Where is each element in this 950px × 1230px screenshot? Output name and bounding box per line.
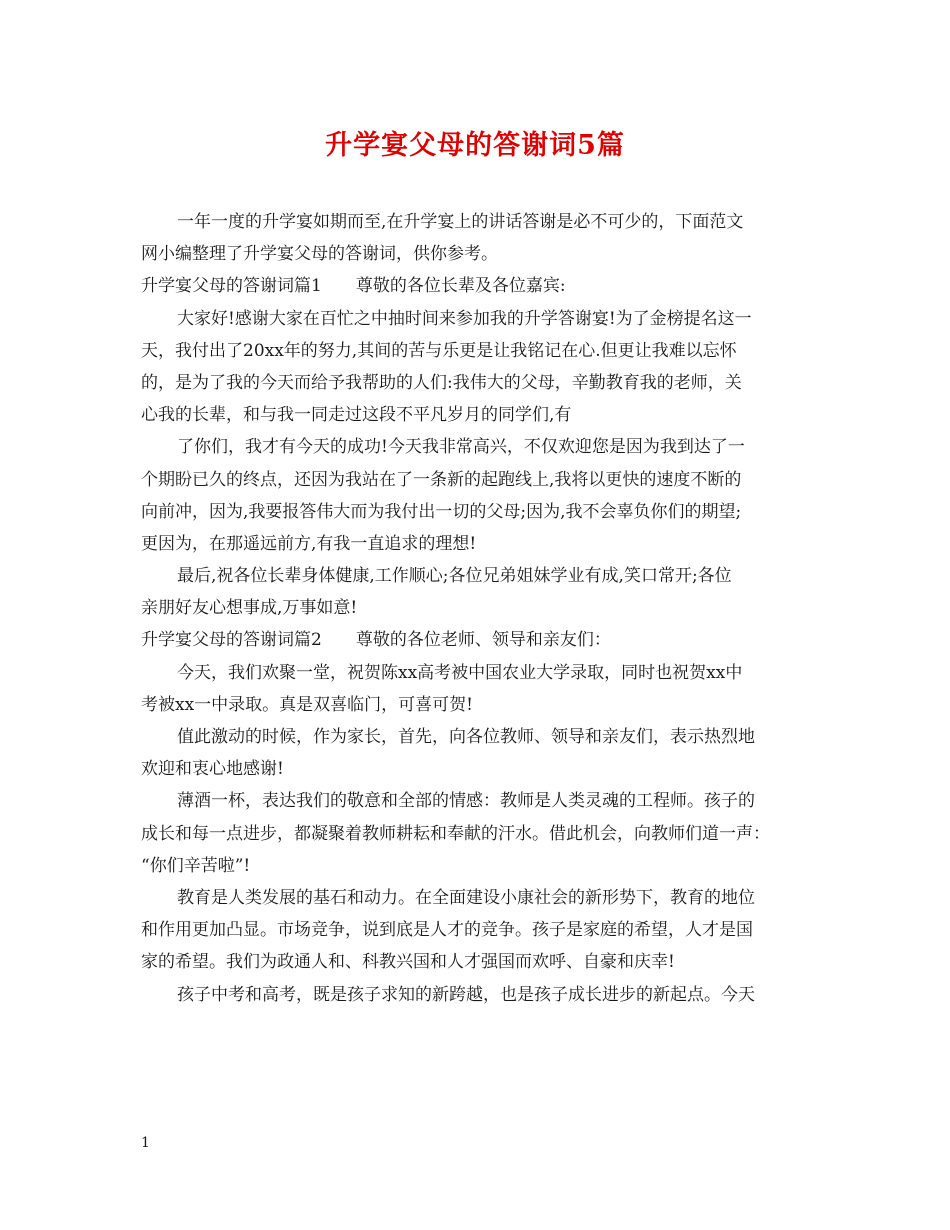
document-body [141, 206, 813, 1011]
text-line: 最后,祝各位长辈身体健康,工作顺心;各位兄弟姐妹学业有成,笑口常开;各位 [177, 566, 732, 587]
text-line: “你们辛苦啦”! [141, 855, 251, 876]
text-line: 天，我付出了20xx年的努力,其间的苦与乐更是让我铭记在心.但更让我难以忘怀 [141, 340, 737, 361]
text-line: 大家好!感谢大家在百忙之中抽时间来参加我的升学答谢宴!为了金榜提名这一 [177, 308, 752, 329]
page-title: 升学宴父母的答谢词5篇 [325, 130, 625, 161]
text-line: 教育是人类发展的基石和动力。在全面建设小康社会的新形势下，教育的地位 [177, 887, 755, 908]
text-line: 孩子中考和高考，既是孩子求知的新跨越，也是孩子成长进步的新起点。今天 [177, 984, 755, 1005]
text-line: 个期盼已久的终点，还因为我站在了一条新的起跑线上,我将以更快的速度不断的 [141, 469, 742, 490]
text-line: 欢迎和衷心地感谢! [141, 759, 284, 780]
text-line: 亲朋好友心想事成,万事如意! [141, 598, 358, 619]
text-line: 家的希望。我们为政通人和、科教兴国和人才强国而欢呼、自豪和庆幸! [141, 952, 675, 973]
text-line: 今天，我们欢聚一堂，祝贺陈xx高考被中国农业大学录取，同时也祝贺xx中 [177, 662, 743, 683]
text-line: 升学宴父母的答谢词篇2 尊敬的各位老师、领导和亲友们： [141, 630, 611, 651]
text-line: 升学宴父母的答谢词篇1 尊敬的各位长辈及各位嘉宾: [141, 276, 566, 297]
text-line: 更因为，在那遥远前方,有我一直追求的理想! [141, 533, 477, 554]
text-line: 网小编整理了升学宴父母的答谢词，供你参考。 [141, 244, 498, 265]
page-number: 1 [141, 1135, 150, 1151]
text-line: 向前冲，因为,我要报答伟大而为我付出一切的父母;因为,我不会辜负你们的期望; [141, 501, 742, 522]
text-line: 薄酒一杯，表达我们的敬意和全部的情感：教师是人类灵魂的工程师。孩子的 [177, 791, 755, 812]
text-line: 心我的长辈，和与我一同走过这段不平凡岁月的同学们,有 [141, 405, 572, 426]
text-line: 考被xx一中录取。真是双喜临门，可喜可贺! [141, 694, 474, 715]
text-line: 了你们，我才有今天的成功!今天我非常高兴，不仅欢迎您是因为我到达了一 [177, 437, 745, 458]
text-line: 一年一度的升学宴如期而至,在升学宴上的讲话答谢是必不可少的，下面范文 [177, 212, 744, 232]
text-line: 值此激动的时候，作为家长，首先，向各位教师、领导和亲友们，表示热烈地 [177, 727, 755, 747]
text-line: 的，是为了我的今天而给予我帮助的人们:我伟大的父母，辛勤教育我的老师，关 [141, 372, 742, 393]
text-line: 和作用更加凸显。市场竞争，说到底是人才的竞争。孩子是家庭的希望，人才是国 [141, 920, 753, 941]
text-line: 成长和每一点进步，都凝聚着教师耕耘和奉献的汗水。借此机会，向教师们道一声： [141, 823, 770, 844]
